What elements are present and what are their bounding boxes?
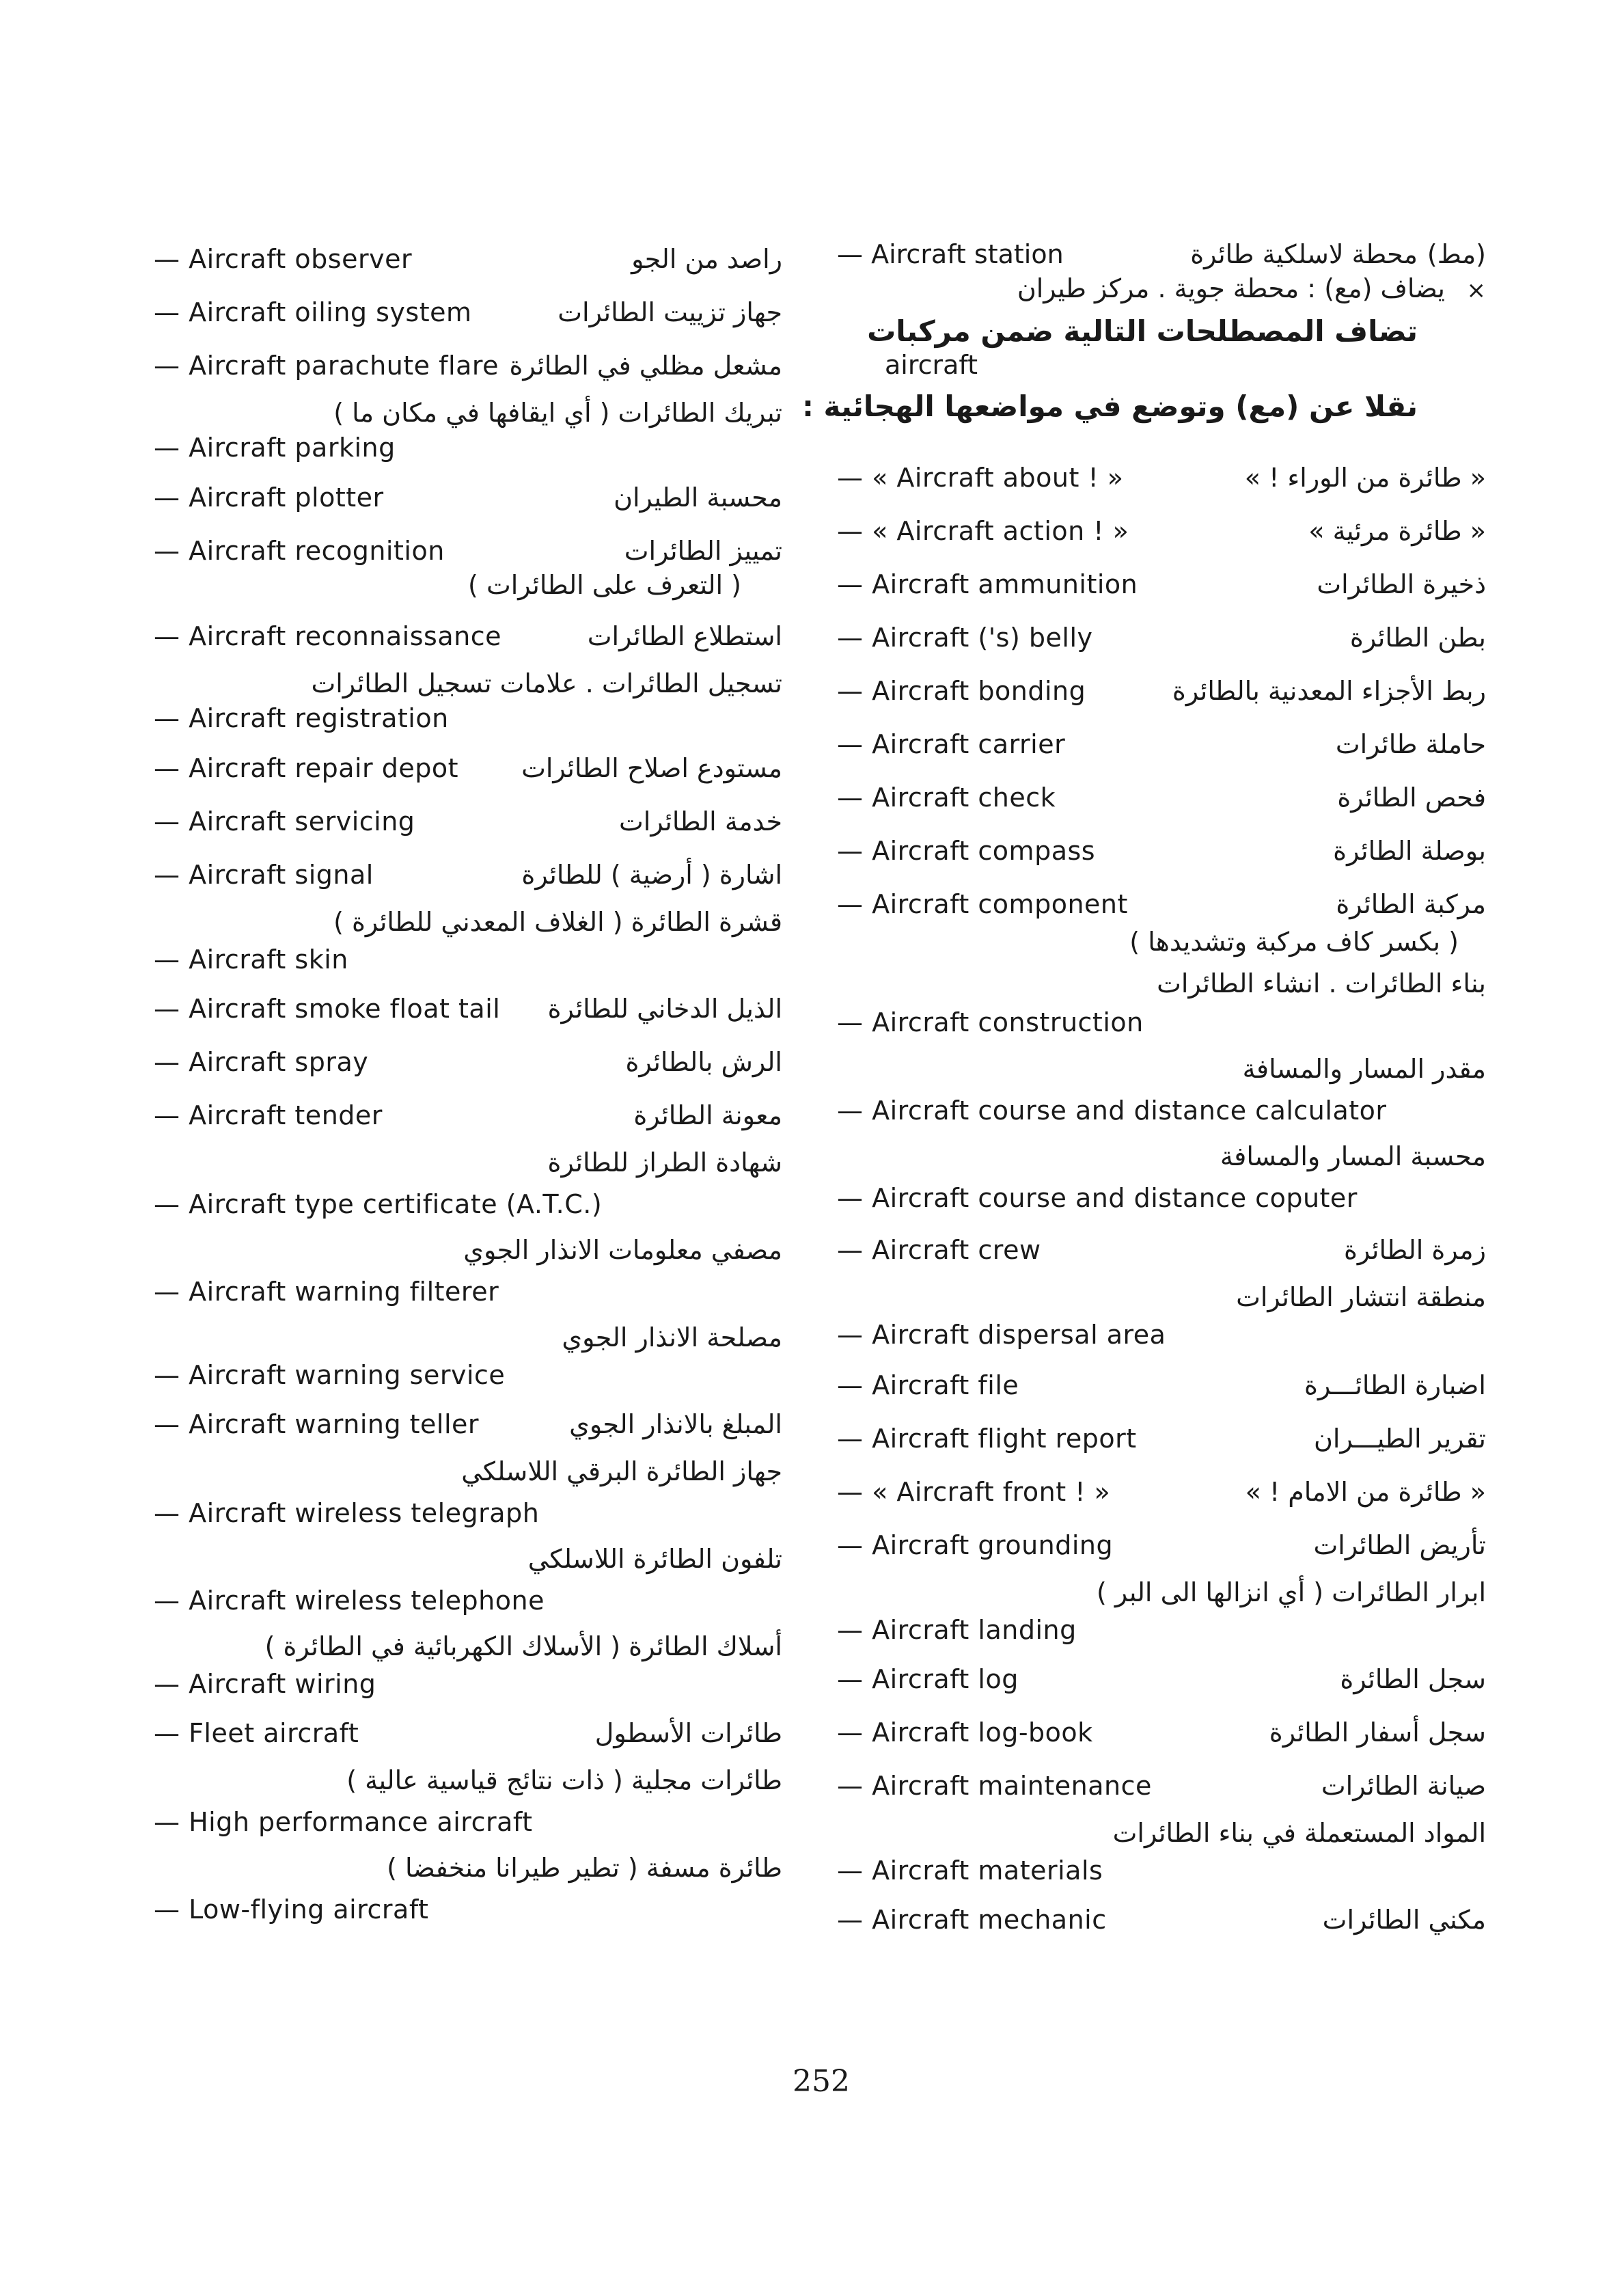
- entry-addition: يضاف (مع) : محطة جوية . مركز طيران: [1017, 273, 1445, 303]
- entry-english: — Aircraft signal: [154, 860, 374, 890]
- entry-english: — Aircraft ('s) belly: [837, 623, 1093, 653]
- entry-arabic: تسجيل الطائرات . علامات تسجيل الطائرات: [311, 668, 782, 698]
- dictionary-entry: [154, 1142, 782, 1229]
- entry-english: — Aircraft tender: [154, 1100, 383, 1130]
- dictionary-entry: [837, 1759, 1486, 1812]
- entry-english: — Aircraft observer: [154, 244, 413, 274]
- dictionary-entry: [154, 1035, 782, 1089]
- entry-english: — Aircraft warning service: [154, 1360, 506, 1390]
- entry-arabic: بطن الطائرة: [1349, 623, 1486, 653]
- heading-line-1: تضاف المصطلحات التالية ضمن مركبات: [867, 314, 1418, 348]
- entry-arabic: تلفون الطائرة اللاسلكي: [527, 1544, 782, 1574]
- entry-english: — Aircraft dispersal area: [837, 1320, 1166, 1350]
- entry-english: — Aircraft wireless telegraph: [154, 1498, 540, 1528]
- entry-arabic: منطقة انتشار الطائرات: [1236, 1282, 1486, 1312]
- entry-english: — « Aircraft action ! »: [837, 516, 1129, 546]
- dictionary-entry: [837, 1653, 1486, 1706]
- entry-english: — Aircraft parking: [154, 433, 396, 463]
- entry-arabic: ذخيرة الطائرات: [1317, 569, 1486, 599]
- dictionary-entry: [154, 1538, 782, 1626]
- entry-aircraft-station: [837, 232, 1486, 314]
- entry-arabic: طائرات مجلية ( ذات نتائج قياسية عالية ): [346, 1765, 782, 1795]
- dictionary-entry: [837, 1706, 1486, 1759]
- entry-arabic: محسبة المسار والمسافة: [1220, 1141, 1486, 1171]
- entry-arabic: صيانة الطائرات: [1321, 1771, 1486, 1801]
- dictionary-entry: [837, 878, 1486, 963]
- dictionary-entry: [837, 1048, 1486, 1136]
- entry-arabic: طائرات الأسطول: [594, 1718, 782, 1748]
- dictionary-entry: [154, 1626, 782, 1707]
- right-column: [802, 232, 1486, 1946]
- entry-english: — Aircraft mechanic: [837, 1905, 1107, 1935]
- entry-arabic: مقدر المسار والمسافة: [1242, 1054, 1486, 1084]
- entry-english: — Aircraft servicing: [154, 806, 415, 837]
- entry-arabic: مشعل مظلي في الطائرة: [509, 351, 782, 381]
- entry-arabic: زمرة الطائرة: [1344, 1235, 1486, 1265]
- entry-english: — Aircraft skin: [154, 944, 348, 975]
- dictionary-entry: [154, 471, 782, 524]
- entry-english: — Aircraft parachute flare: [154, 351, 499, 381]
- entry-arabic: تبريك الطائرات ( أي ايقافها في مكان ما ): [333, 398, 782, 428]
- dictionary-entry: [837, 1465, 1486, 1519]
- dictionary-entry: [837, 1893, 1486, 1946]
- entry-arabic-note: ( بكسر كاف مركبة وتشديدها ): [1129, 927, 1459, 957]
- entry-english: — Aircraft recognition: [154, 536, 445, 566]
- entry-arabic: بناء الطائرات . انشاء الطائرات: [1157, 968, 1486, 998]
- dictionary-entry: [837, 1136, 1486, 1223]
- dictionary-entry: [154, 1707, 782, 1760]
- entry-arabic: جهاز الطائرة البرقي اللاسلكي: [461, 1456, 782, 1486]
- entry-arabic: اشارة ( أرضية ) للطائرة: [521, 860, 782, 890]
- dictionary-entry: [154, 1398, 782, 1451]
- dictionary-entry: [837, 1223, 1486, 1277]
- entry-arabic: مكني الطائرات: [1322, 1905, 1486, 1935]
- dictionary-entry: [837, 1359, 1486, 1412]
- entry-english: — Aircraft log-book: [837, 1717, 1093, 1748]
- entry-arabic: فحص الطائرة: [1337, 783, 1486, 813]
- entry-arabic: خدمة الطائرات: [618, 806, 782, 837]
- dictionary-entry: [154, 1451, 782, 1538]
- entry-arabic: ربط الأجزاء المعدنية بالطائرة: [1172, 676, 1486, 706]
- heading-english: aircraft: [885, 350, 978, 380]
- entry-arabic: ابرار الطائرات ( أي انزالها الى البر ): [1097, 1577, 1486, 1607]
- entry-arabic: المواد المستعملة في بناء الطائرات: [1112, 1818, 1486, 1848]
- dictionary-entry: [837, 504, 1486, 558]
- dictionary-entry: [837, 611, 1486, 664]
- entry-english: — Aircraft component: [837, 889, 1128, 919]
- entry-arabic: طائرة مسفة ( تطير طيرانا منخفضا ): [387, 1853, 782, 1883]
- entry-english: — Aircraft station: [837, 239, 1064, 269]
- dictionary-entry: [154, 742, 782, 795]
- entry-english: — Aircraft type certificate (A.T.C.): [154, 1189, 603, 1219]
- dictionary-entry: [837, 1412, 1486, 1465]
- dictionary-entry: [837, 771, 1486, 824]
- entry-arabic: المبلغ بالانذار الجوي: [569, 1409, 782, 1439]
- entry-arabic: تمييز الطائرات: [624, 536, 782, 566]
- entry-english: — Aircraft carrier: [837, 729, 1066, 759]
- page-number: 252: [793, 2064, 850, 2099]
- entry-arabic: أسلاك الطائرة ( الأسلاك الكهربائية في الطائرة ): [264, 1631, 782, 1661]
- entry-english: — Aircraft plotter: [154, 482, 384, 513]
- entry-english: — « Aircraft front ! »: [837, 1477, 1111, 1507]
- dictionary-entry: [154, 286, 782, 339]
- entry-arabic-note: ( التعرف على الطائرات ): [468, 570, 741, 600]
- entry-arabic: شهادة الطراز للطائرة: [547, 1147, 782, 1178]
- entry-english: — Aircraft course and distance coputer: [837, 1183, 1358, 1213]
- entry-english: — Aircraft bonding: [837, 676, 1086, 706]
- left-column: [154, 232, 782, 1935]
- entry-english: — Aircraft repair depot: [154, 753, 459, 783]
- dictionary-entry: [154, 848, 782, 901]
- entry-english: — Aircraft check: [837, 783, 1056, 813]
- entry-english: — Aircraft grounding: [837, 1530, 1114, 1560]
- entry-arabic: تقرير الطيـــران: [1314, 1424, 1486, 1454]
- dictionary-entry: [837, 558, 1486, 611]
- entry-arabic: « طائرة من الوراء ! »: [1244, 463, 1486, 493]
- dictionary-entry: [154, 1089, 782, 1142]
- entry-english: — Aircraft warning teller: [154, 1409, 480, 1439]
- entry-arabic: حاملة طائرات: [1335, 729, 1486, 759]
- entry-english: — Aircraft flight report: [837, 1424, 1137, 1454]
- heading-line-2: نقلا عن (مع) وتوضع في مواضعها الهجائية :: [802, 390, 1418, 423]
- entry-english: — Aircraft oiling system: [154, 297, 472, 327]
- dictionary-entry: [837, 718, 1486, 771]
- dictionary-entry: [154, 982, 782, 1035]
- dictionary-entry: [154, 392, 782, 471]
- dictionary-entry: [837, 451, 1486, 504]
- entry-arabic: مصفي معلومات الانذار الجوي: [463, 1235, 782, 1265]
- section-heading: [802, 314, 1486, 451]
- dictionary-entry: [837, 1519, 1486, 1572]
- entry-english: — Aircraft warning filterer: [154, 1277, 499, 1307]
- entry-english: — Aircraft log: [837, 1664, 1019, 1694]
- entry-english: — Aircraft construction: [837, 1007, 1144, 1037]
- dictionary-entry: [154, 795, 782, 848]
- entry-arabic: مستودع اصلاح الطائرات: [521, 753, 782, 783]
- entry-arabic: محطة لاسلكية طائرة: [1190, 239, 1418, 269]
- entry-arabic: « طائرة مرئية »: [1308, 516, 1486, 546]
- dictionary-entry: [837, 963, 1486, 1048]
- entry-arabic: الذيل الدخاني للطائرة: [547, 994, 782, 1024]
- entry-arabic: اضبارة الطائـــرة: [1304, 1370, 1486, 1400]
- dictionary-entry: [154, 1229, 782, 1317]
- entry-arabic: قشرة الطائرة ( الغلاف المعدني للطائرة ): [333, 907, 782, 937]
- entry-english: — Aircraft landing: [837, 1615, 1077, 1645]
- entry-tag: (مط): [1427, 239, 1486, 269]
- entry-english: — Aircraft materials: [837, 1855, 1103, 1886]
- dictionary-entry: [837, 1277, 1486, 1359]
- entry-english: — Aircraft smoke float tail: [154, 994, 501, 1024]
- dictionary-entry: [154, 901, 782, 982]
- entry-arabic: استطلاع الطائرات: [587, 621, 782, 651]
- entry-english: — High performance aircraft: [154, 1807, 533, 1837]
- entry-english: — Aircraft maintenance: [837, 1771, 1152, 1801]
- entry-arabic: جهاز تزييت الطائرات: [558, 297, 782, 327]
- entry-english: — Aircraft crew: [837, 1235, 1041, 1265]
- entry-english: — Aircraft file: [837, 1370, 1019, 1400]
- entry-arabic: معونة الطائرة: [633, 1100, 782, 1130]
- dictionary-entry: [154, 610, 782, 663]
- entry-arabic: مصلحة الانذار الجوي: [562, 1322, 782, 1352]
- dictionary-entry: [154, 339, 782, 392]
- entry-arabic: الرش بالطائرة: [625, 1047, 782, 1077]
- dictionary-entry: [154, 663, 782, 742]
- entry-arabic: « طائرة من الامام ! »: [1245, 1477, 1486, 1507]
- entry-english: — Low-flying aircraft: [154, 1894, 429, 1925]
- entry-arabic: تأريض الطائرات: [1313, 1530, 1486, 1560]
- entry-english: — Aircraft spray: [154, 1047, 369, 1077]
- entry-arabic: مركبة الطائرة: [1336, 889, 1486, 919]
- dictionary-entry: [154, 1317, 782, 1398]
- entry-english: — Aircraft compass: [837, 836, 1096, 866]
- dictionary-entry: [154, 232, 782, 286]
- entry-english: — Aircraft wireless telephone: [154, 1586, 545, 1616]
- dictionary-entry: [837, 1812, 1486, 1893]
- entry-english: — Fleet aircraft: [154, 1718, 359, 1748]
- dictionary-entry: [837, 824, 1486, 878]
- entry-arabic: بوصلة الطائرة: [1333, 836, 1486, 866]
- entry-arabic: محسبة الطيران: [614, 482, 782, 513]
- dictionary-entry: [154, 1760, 782, 1847]
- dictionary-entry: [154, 1847, 782, 1935]
- cross-mark: ×: [1466, 277, 1486, 304]
- dictionary-entry: [837, 664, 1486, 718]
- entry-english: — « Aircraft about ! »: [837, 463, 1124, 493]
- entry-arabic: سجل الطائرة: [1340, 1664, 1486, 1694]
- entry-english: — Aircraft wiring: [154, 1669, 376, 1699]
- dictionary-entry: [837, 1572, 1486, 1653]
- entry-english: — Aircraft ammunition: [837, 569, 1138, 599]
- dictionary-entry: [154, 524, 782, 610]
- entry-english: — Aircraft reconnaissance: [154, 621, 501, 651]
- entry-english: — Aircraft course and distance calculator: [837, 1096, 1387, 1126]
- entry-english: — Aircraft registration: [154, 703, 449, 733]
- entry-arabic: سجل أسفار الطائرة: [1269, 1717, 1486, 1748]
- entry-arabic: راصد من الجو: [631, 244, 782, 274]
